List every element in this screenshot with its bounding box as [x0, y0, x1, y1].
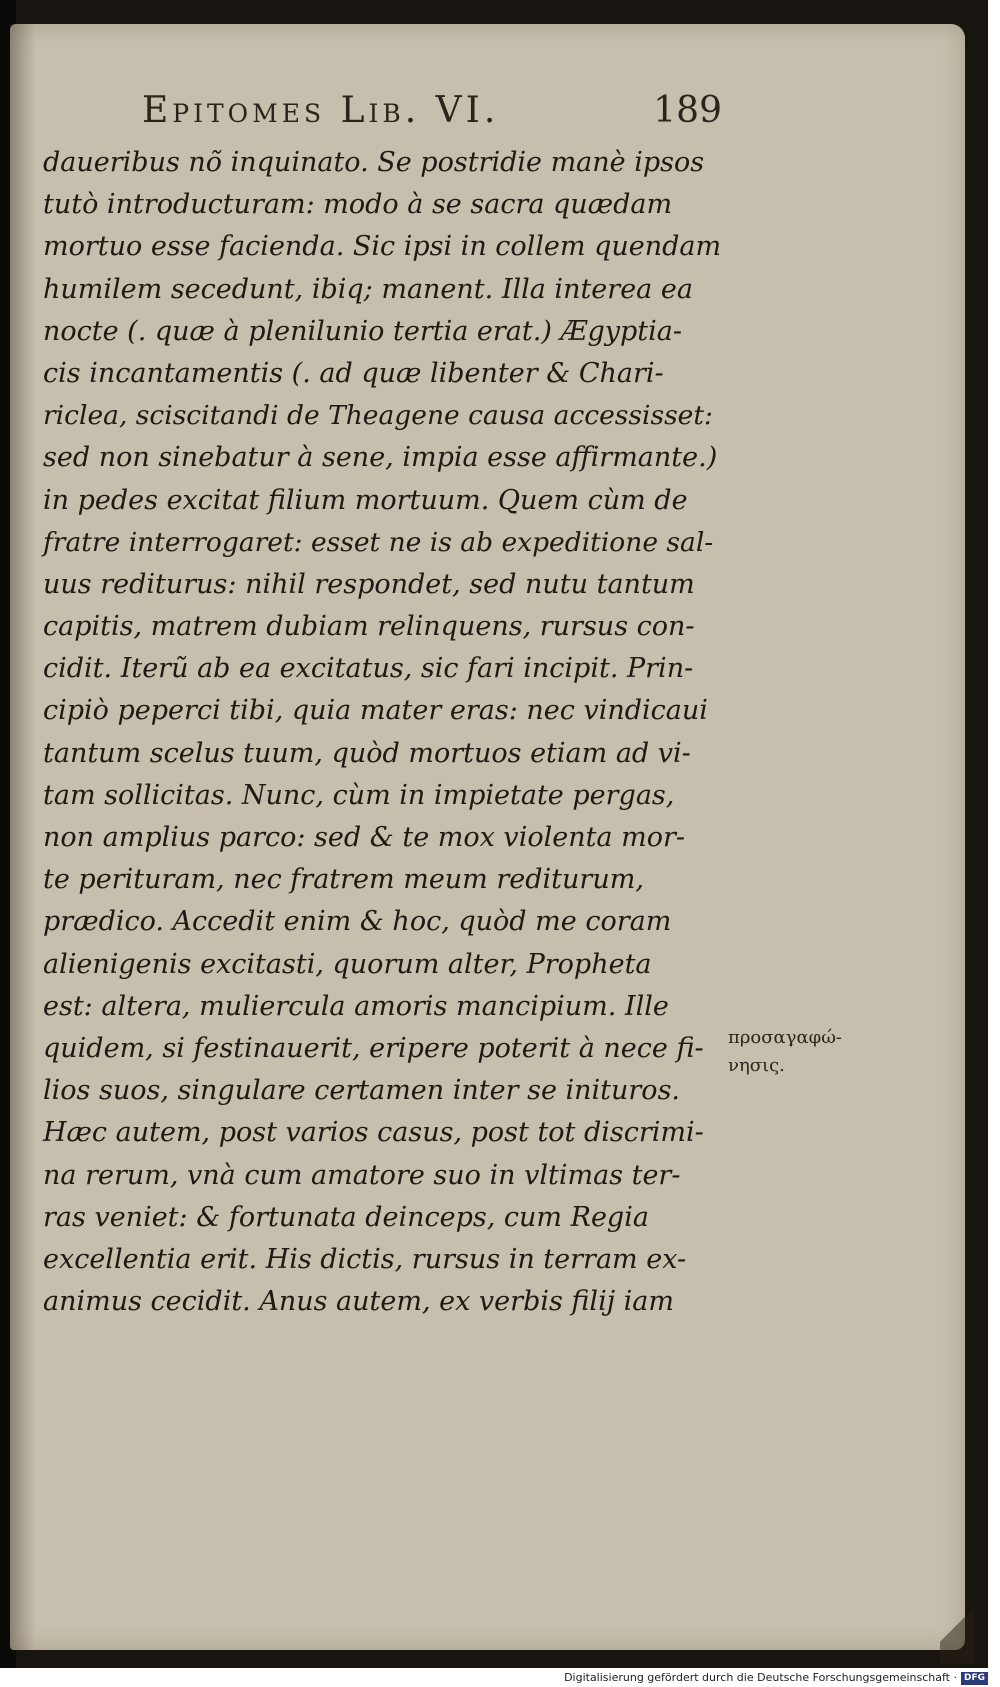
text-line: tutò introducturam: modo à se sacra quædam — [43, 189, 673, 221]
running-head-title: Epitomes Lib. VI. — [142, 90, 500, 131]
page-number: 189 — [653, 90, 722, 131]
text-line: capitis, matrem dubiam relinquens, rursus con- — [43, 611, 695, 643]
body-text — [43, 142, 723, 1323]
margin-note-line: νησις. — [728, 1055, 785, 1076]
text-line: lios suos, singulare certamen inter se inituros. — [43, 1075, 681, 1107]
text-line: cidit. Iterũ ab ea excitatus, sic fari incipit. Prin- — [43, 653, 694, 685]
text-line: in pedes excitat filium mortuum. Quem cùm de — [43, 484, 688, 516]
text-line: daueribus nõ inquinato. Se postridie manè ipsos — [43, 147, 705, 178]
text-line: animus cecidit. Anus autem, ex verbis filij iam — [43, 1286, 674, 1318]
text-line: Hæc autem, post varios casus, post tot discrimi- — [43, 1117, 704, 1149]
text-line: uus rediturus: nihil respondet, sed nutu tantum — [43, 568, 695, 600]
text-line: cis incantamentis (. ad quæ libenter & Chari- — [43, 357, 664, 389]
text-line: non amplius parco: sed & te mox violenta mor- — [43, 822, 686, 853]
margin-note — [728, 1024, 868, 1080]
margin-note-line: προσαγαφώ- — [728, 1027, 842, 1048]
text-line: cipiò peperci tibi, quia mater eras: nec vindicaui — [43, 695, 708, 727]
text-line: sed non sinebatur à sene, impia esse affirmante.) — [43, 442, 718, 474]
text-line: te perituram, nec fratrem meum rediturum, — [43, 864, 644, 896]
text-line: excellentia erit. His dictis, rursus in terram ex- — [43, 1243, 687, 1275]
credit-text: Digitalisierung gefördert durch die Deutsche Forschungsgemeinschaft · — [564, 1671, 957, 1684]
text-line: humilem secedunt, ibiq; manent. Illa interea ea — [43, 273, 693, 305]
dfg-logo: DFG — [961, 1672, 988, 1685]
digitization-credit — [564, 1668, 988, 1687]
text-line: fratre interrogaret: esset ne is ab expeditione sal- — [43, 526, 714, 558]
running-head — [142, 90, 722, 142]
text-line: nocte (. quæ à plenilunio tertia erat.) Ægyptia- — [43, 315, 682, 347]
text-line: prædico. Accedit enim & hoc, quòd me coram — [43, 906, 672, 938]
text-line: mortuo esse facienda. Sic ipsi in collem quendam — [43, 231, 722, 263]
text-line: ras veniet: & fortunata deinceps, cum Regia — [43, 1201, 649, 1233]
text-line: quidem, si festinauerit, eripere poterit à nece fi- — [43, 1032, 704, 1064]
text-line: est: altera, muliercula amoris mancipium. Ille — [43, 990, 669, 1022]
text-line: tantum scelus tuum, quòd mortuos etiam ad vi- — [43, 737, 691, 769]
text-line: tam sollicitas. Nunc, cùm in impietate pergas, — [43, 779, 675, 811]
text-line: alienigenis excitasti, quorum alter, Propheta — [43, 948, 652, 980]
text-line: riclea, sciscitandi de Theagene causa accessisset: — [43, 400, 713, 432]
page-corner-curl — [940, 1584, 975, 1664]
text-line: na rerum, vnà cum amatore suo in vltimas ter- — [43, 1159, 681, 1191]
